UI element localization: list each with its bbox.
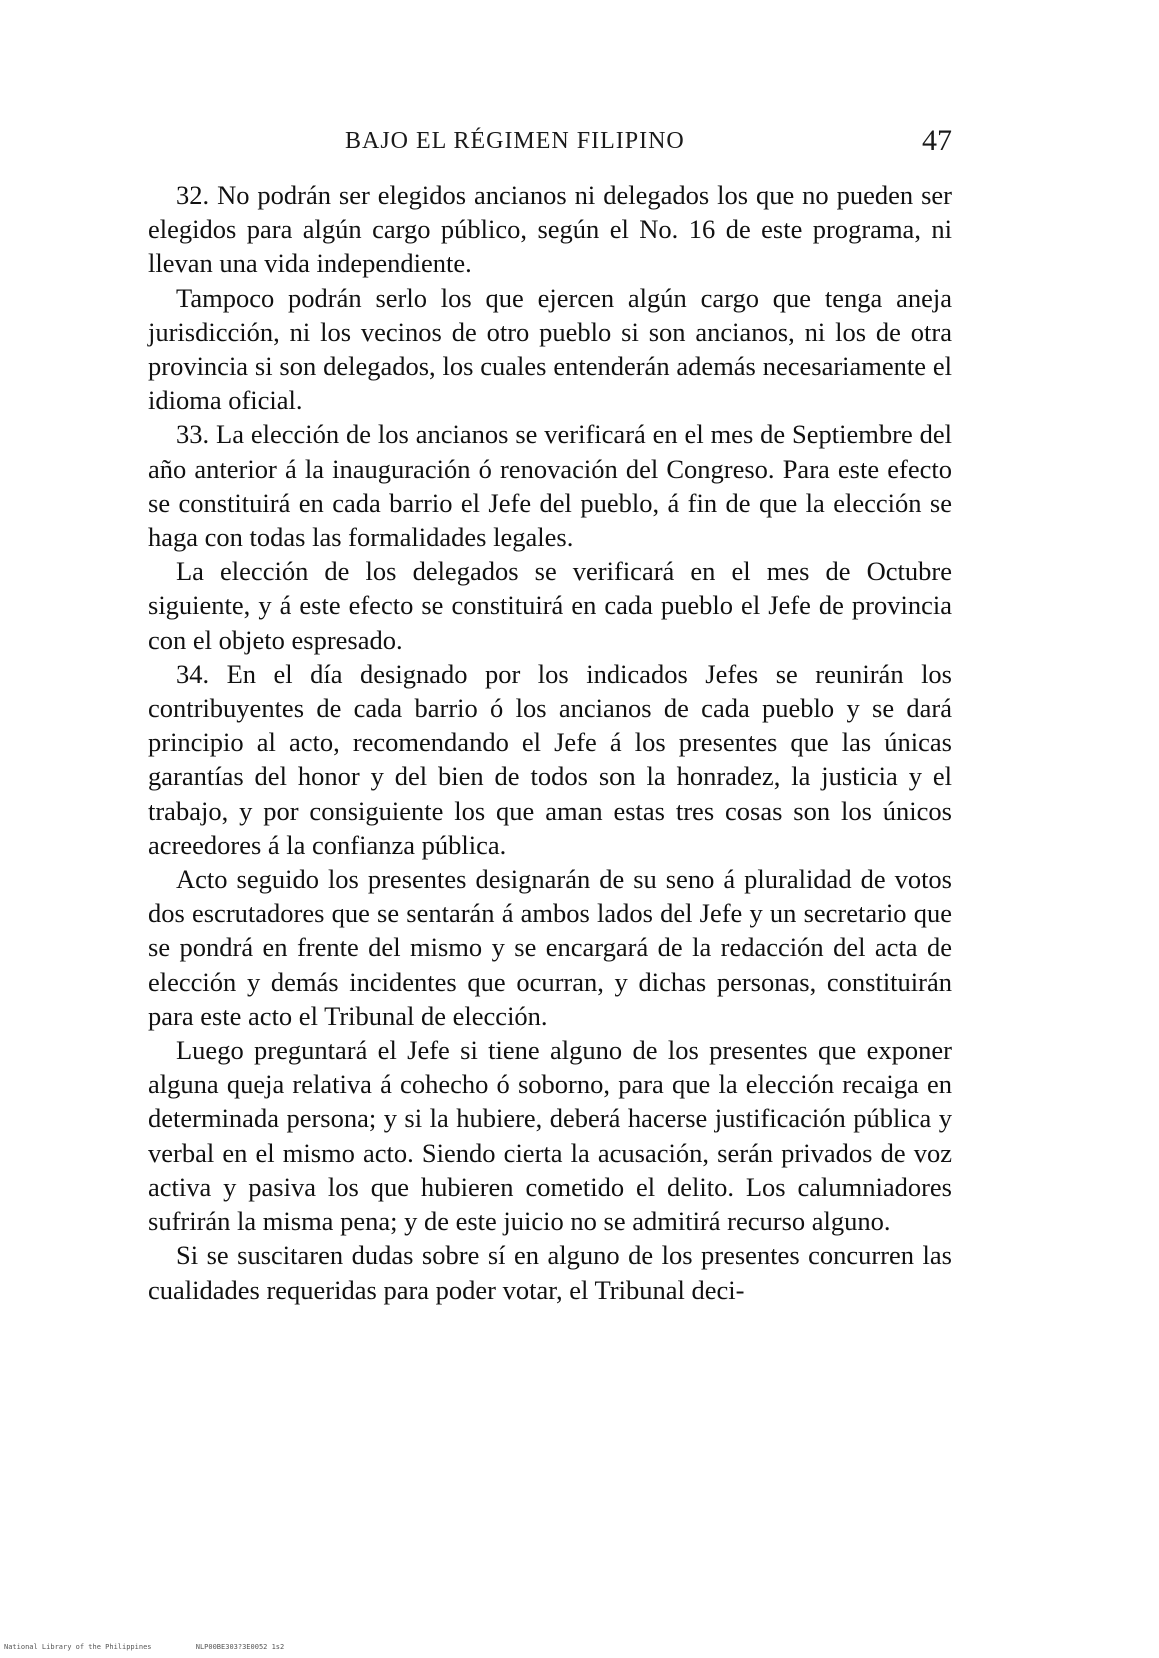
footer-library: National Library of the Philippines [4,1643,152,1651]
paragraph: 34. En el día designado por los indicados Jefes se reunirán los contribuyentes de cada barrio ó los ancianos de cada pueblo y se dará principio al acto, recomendando el Jefe á los presentes que las únicas garantías del honor y del bien de todos son la honradez, la justicia y el trabajo, y por consiguiente los que aman estas tres cosas son los únicos acreedores á la confianza pública. [148,658,952,860]
paragraph: Si se suscitaren dudas sobre sí en alguno de los presentes concurren las cualidades requeridas para poder votar, el Tribunal deci- [148,1240,952,1305]
paragraph: 33. La elección de los ancianos se verificará en el mes de Septiembre del año anterior á la inauguración ó renovación del Congreso. Para este efecto se constituirá en cada barrio el Jefe del pueblo, á fin de que la elección se haga con todas las formalidades legales. [148,419,952,553]
paragraph: Luego preguntará el Jefe si tiene alguno de los presentes que exponer alguna queja relativa á cohecho ó soborno, para que la elección recaiga en determinada persona; y si la hubiere, deberá hacerse justificación pública y verbal en el mismo acto. Siendo cierta la acusación, serán privados de voz activa y pasiva los que hubieren cometido el delito. Los calumniadores sufrirán la misma pena; y de este juicio no se admitirá recurso alguno. [148,1035,952,1237]
paragraph: 32. No podrán ser elegidos ancianos ni delegados los que no pueden ser elegidos para algún cargo público, según el No. 16 de este programa, ni llevan una vida independiente. [148,180,952,279]
paragraph: La elección de los delegados se verificará en el mes de Octubre siguiente, y á este efecto se constituirá en cada pueblo el Jefe de provincia con el objeto espresado. [148,556,952,655]
paragraph: Tampoco podrán serlo los que ejercen algún cargo que tenga aneja jurisdicción, ni los vecinos de otro pueblo si son ancianos, ni los de otra provincia si son delegados, los cuales entenderán además necesariamente el idioma oficial. [148,282,952,416]
scan-footer [4,1643,284,1651]
page-number: 47 [922,124,952,157]
running-title: BAJO EL RÉGIMEN FILIPINO [345,128,685,154]
body-text [148,178,952,1307]
paragraph: Acto seguido los presentes designarán de su seno á pluralidad de votos dos escrutadores que se sentarán á ambos lados del Jefe y un secretario que se pondrá en frente del mismo y se encargará de la redacción del acta de elección y demás incidentes que ocurran, y dichas personas, constituirán para este acto el Tribunal de elección. [148,864,952,1031]
footer-code: NLP00BE303?3E0052 1s2 [195,1643,285,1651]
